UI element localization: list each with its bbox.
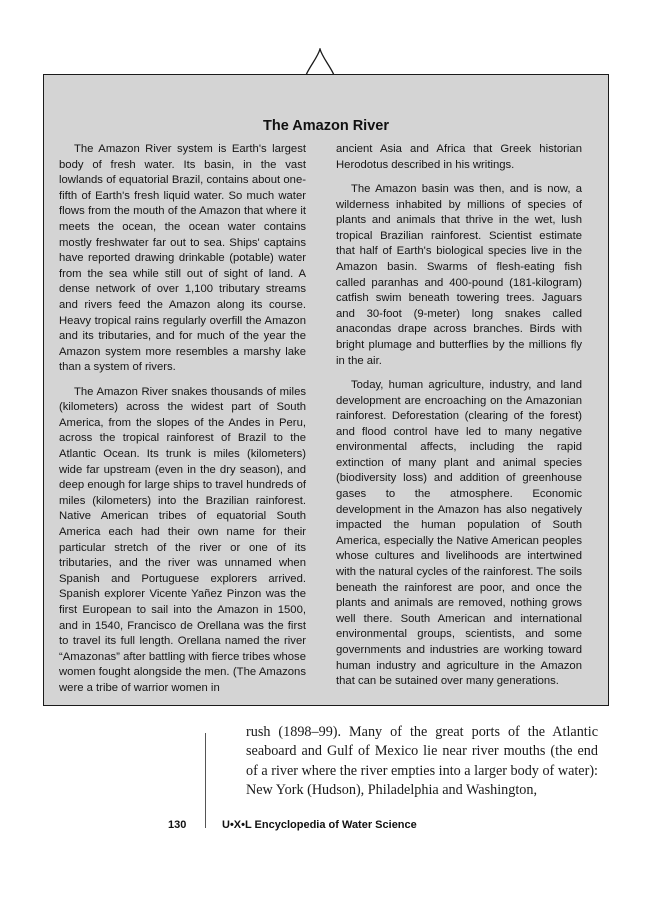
sidebar-paragraph: Today, human agriculture, industry, and land development are encroaching on the Amazonian rainforest. Deforestation (clearing of the forest) and flood control have led to many negative environmental affects, including the rapid extinction of many plant and animal species (biodiversity loss) and addition of greenhouse gases to the atmosphere. Economic development in the Amazon has also negatively impacted the human population of South America, especially the Native American peoples whose cultures and livelihoods are intertwined with the natural cycles of the rainforest. The soils beneath the rainforest are poor, and once the plants and animals are removed, nothing grows well there. South American and international environmental groups, scientists, and some governments and industries are working toward human industry and agriculture in the Amazon that can be sutained over many generations.	[336, 378, 582, 688]
body-paragraph: rush (1898–99). Many of the great ports of the Atlantic seaboard and Gulf of Mexico lie near river mouths (the end of a river where the river empties into a larger body of water): New York (Hudson), Philadelphia and Washington,	[246, 724, 598, 799]
sidebar-right-column	[336, 142, 582, 690]
sidebar-paragraph: The Amazon River snakes thousands of miles (kilometers) across the widest part of South America, from the slopes of the Andes in Peru, across the tropical rainforest of Brazil to the Atlantic Ocean. Its trunk is miles (kilometers) wide far upstream (even in the dry season), and deep enough for large ships to travel hundreds of miles (kilometers) into the Brazilian rainforest. Native American tribes of equatorial South America each had their own name for their particular stretch of the river or one of its tributaries, and the river was unnamed when Spanish and Portuguese explorers arrived. Spanish explorer Vicente Yañez Pinzon was the first European to sail into the Amazon in 1500, and in 1540, Francisco de Orellana was the first to travel its full length. Orellana named the river “Amazonas” after battling with fierce tribes whose women fought alongside the men. (The Amazons were a tribe of warrior women in	[59, 385, 306, 694]
sidebar-title: The Amazon River	[263, 118, 389, 134]
sidebar-paragraph-continuation: ancient Asia and Africa that Greek historian Herodotus described in his writings.	[336, 143, 582, 171]
running-footer-title: U•X•L Encyclopedia of Water Science	[222, 819, 417, 831]
page-number: 130	[168, 819, 187, 831]
sidebar-left-column	[59, 142, 306, 697]
sidebar-paragraph: The Amazon basin was then, and is now, a wilderness inhabited by millions of species of plants and animals that thrive in the wet, lush tropical Brazilian rainforest. Scientist estimate that half of Earth's biological species live in the Amazon basin. Swarms of flesh-eating fish called paranhas and 400-pound (181-kilogram) catfish swim beneath towering trees. Jaguars and 30-foot (9-meter) long snakes called anacondas drape across branches. Birds with bright plumage and butterflies by the millions fly in the air.	[336, 182, 582, 367]
sidebar-paragraph: The Amazon River system is Earth's largest body of fresh water. Its basin, in the vast lowlands of equatorial Brazil, contains about one-fifth of Earth's fresh liquid water. So much water flows from the mouth of the Amazon that where it meets the ocean, the ocean water contains mostly freshwater far out to sea. Ships' captains have reported drawing drinkable (potable) water from the sea while still out of sight of land. A dense network of over 1,100 tributary streams and rivers feed the Amazon along its course. Heavy tropical rains regularly overfill the Amazon and its tributaries, and for much of the year the Amazon system more resembles a marshy lake than a system of rivers.	[59, 143, 306, 374]
sidebar-box	[43, 74, 609, 706]
margin-rule	[205, 733, 206, 828]
